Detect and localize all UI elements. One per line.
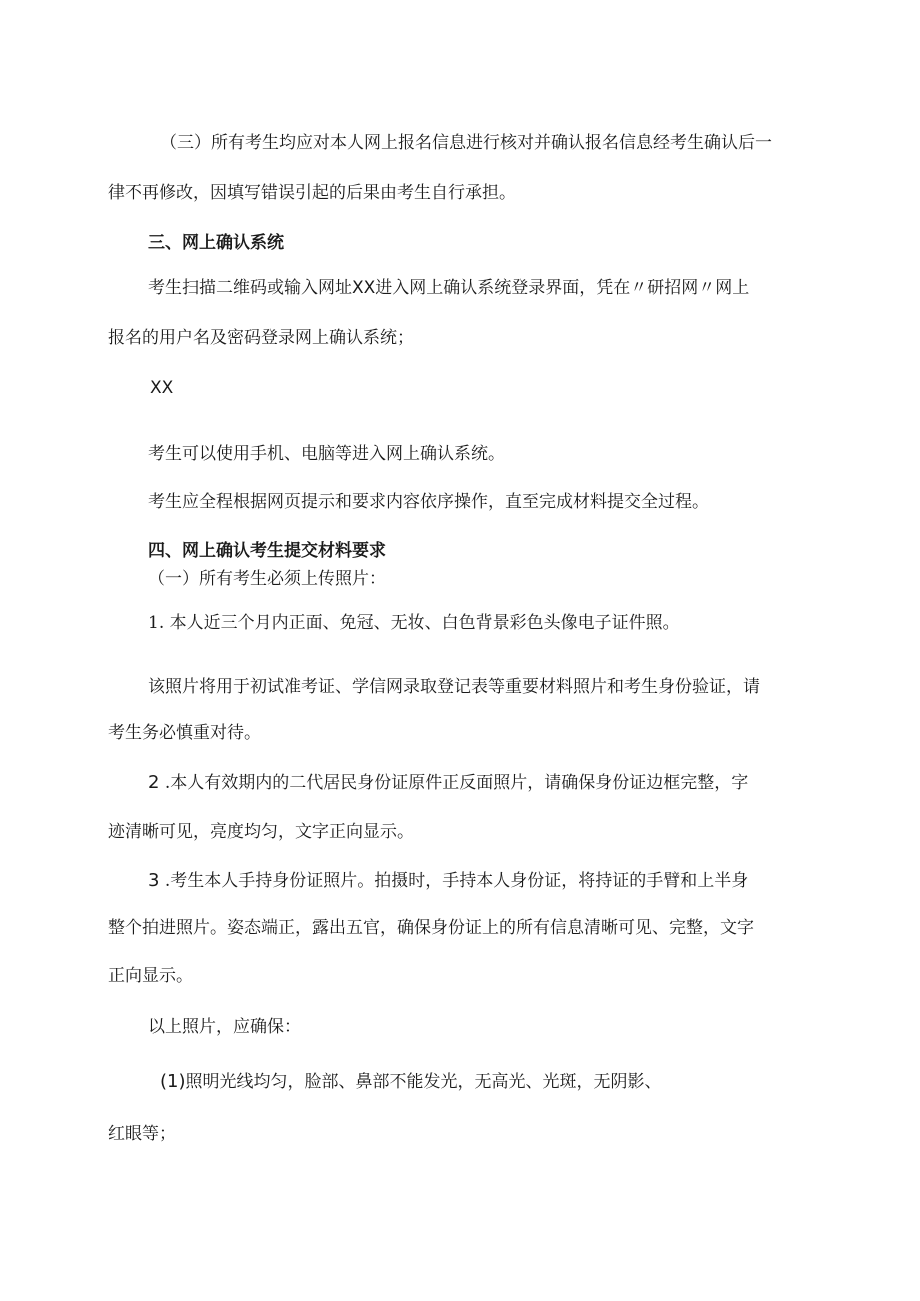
paragraph-line: 该照片将用于初试准考证、学信网录取登记表等重要材料照片和考生身份验证，请 [148,677,760,697]
paragraph-line: （三）所有考生均应对本人网上报名信息进行核对并确认报名信息经考生确认后一 [160,133,772,153]
text-run: .考生本人手持身份证照片。拍摄时，手持本人身份证，将持证的手臂和上半身 [159,871,749,891]
text-run: 照明光线均匀，脸部、鼻部不能发光，无高光、光斑，无阴影、 [185,1072,662,1092]
paragraph-line: 考生务必慎重对待。 [108,723,261,743]
list-number: 3 [148,870,160,891]
section-heading: 四、网上确认考生提交材料要求 [148,541,386,561]
text-run: 进入网上确认系统登录界面，凭在〃研招网〃网上 [375,278,750,298]
subsection-heading: （一）所有考生必须上传照片： [148,569,386,589]
list-item [148,771,748,795]
paragraph-line: 以上照片，应确保： [148,1017,301,1037]
paragraph-line: 报名的用户名及密码登录网上确认系统； [108,328,414,348]
list-item [160,1070,662,1094]
paragraph-line: 红眼等； [108,1124,176,1144]
text-run: 考生扫描二维码或输入网址 [148,278,352,298]
list-item [148,869,748,893]
text-run: .本人有效期内的二代居民身份证原件正反面照片，请确保身份证边框完整，字 [159,773,749,793]
paragraph-line: 律不再修改，因填写错误引起的后果由考生自行承担。 [108,183,516,203]
paragraph-line [148,276,749,300]
list-item: 1. 本人近三个月内正面、免冠、无妆、白色背景彩色头像电子证件照。 [148,613,680,633]
paragraph-line: 正向显示。 [108,966,193,986]
paragraph-line: 考生应全程根据网页提示和要求内容依序操作，直至完成材料提交全过程。 [148,492,709,512]
url-placeholder-inline: XX [352,278,376,298]
paragraph-line: 考生可以使用手机、电脑等进入网上确认系统。 [148,444,505,464]
paragraph-line: 迹清晰可见，亮度均匀，文字正向显示。 [108,822,414,842]
list-number: 2 [148,772,160,793]
list-number: (1) [160,1071,186,1092]
paragraph-line: 整个拍进照片。姿态端正，露出五官，确保身份证上的所有信息清晰可见、完整，文字 [108,918,754,938]
url-placeholder: XX [150,378,174,398]
section-heading: 三、网上确认系统 [148,233,284,253]
